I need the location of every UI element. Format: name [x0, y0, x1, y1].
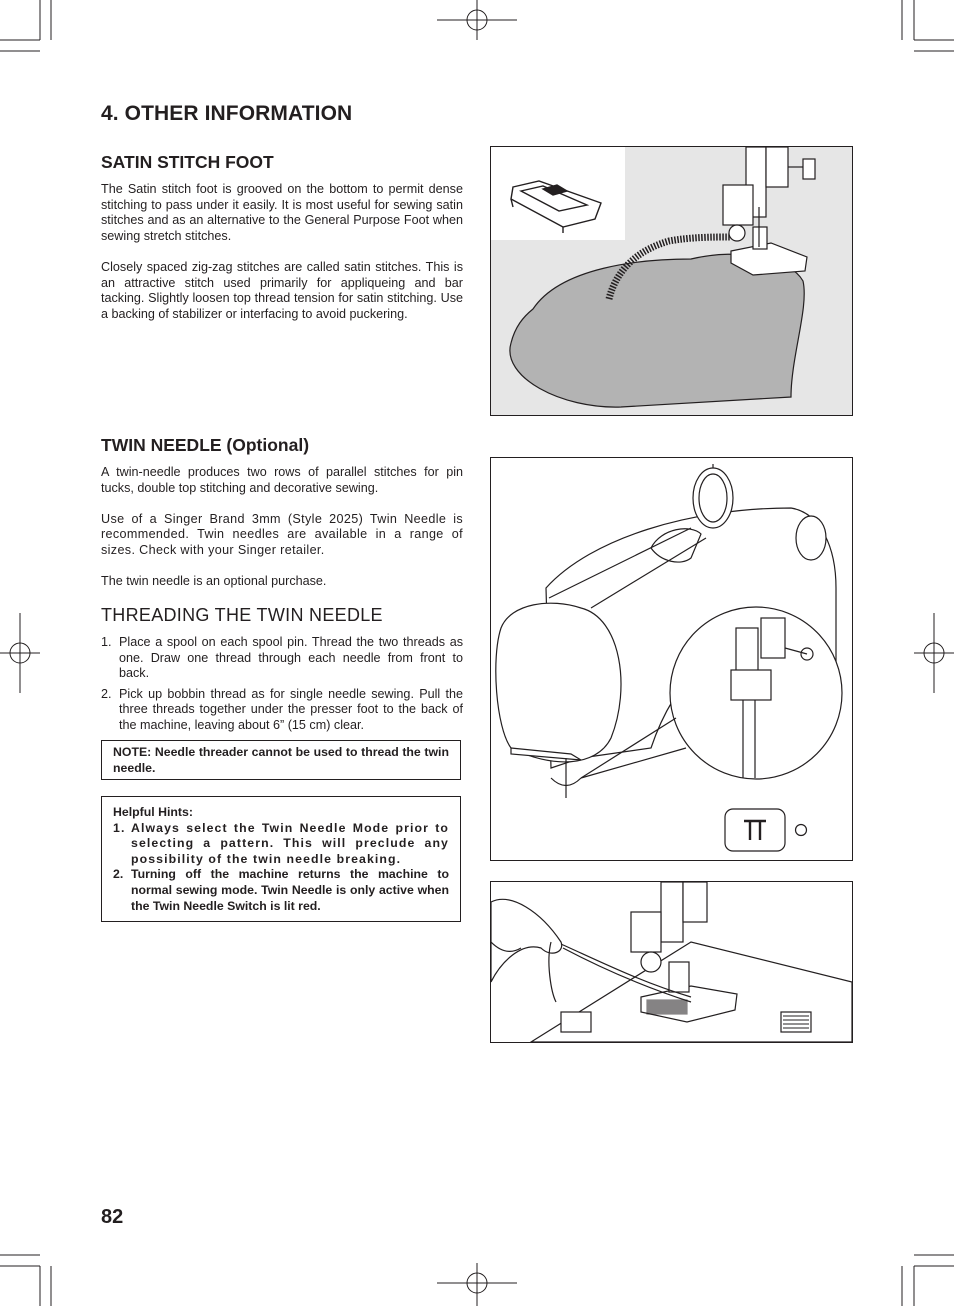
registration-mark-left	[0, 613, 40, 693]
note-box: NOTE: Needle threader cannot be used to thread the twin needle.	[101, 740, 461, 780]
threading-section	[101, 605, 463, 739]
twin-needle-heading: TWIN NEEDLE (Optional)	[101, 435, 310, 455]
registration-mark-top	[437, 0, 517, 40]
satin-stitch-section	[101, 152, 463, 322]
hint-item: 1. Always select the Twin Needle Mode prior to selecting a pattern. This will preclude any possibility of the twin needle breaking.	[113, 820, 449, 866]
hand	[491, 899, 562, 982]
registration-mark-bottom	[437, 1263, 517, 1306]
registration-mark-right	[914, 613, 954, 693]
satin-paragraph-2: Closely spaced zig-zag stitches are called satin stitches. This is an attractive stitch used primarily for appliqueing and bar tacking. Slightly loosen top thread tension for satin stitching. Use a backing of stabilizer or interfacing to avoid puckering.	[101, 259, 463, 321]
satin-paragraph-1: The Satin stitch foot is grooved on the bottom to permit dense stitching to pass under it easily. It is most useful for sewing satin stitches and as an alternative to the General Purpose Foot when sewing stretch stitches.	[101, 182, 463, 243]
twin-needle-switch	[725, 809, 785, 851]
twin-needle-section	[101, 435, 463, 590]
twin-paragraph-2: Use of a Singer Brand 3mm (Style 2025) Twin Needle is recommended. Twin needles are available in a range of sizes. Check with your Singer retailer.	[101, 511, 463, 557]
machine-head	[496, 603, 621, 762]
hints-title: Helpful Hints:	[113, 805, 193, 819]
section-title: 4. OTHER INFORMATION	[101, 102, 353, 125]
threading-closeup-illustration	[490, 881, 853, 1043]
twin-paragraph-1: A twin-needle produces two rows of parallel stitches for pin tucks, double top stitching and decorative sewing.	[101, 465, 463, 495]
twin-needle-machine-illustration	[490, 457, 853, 861]
threading-step: 2. Pick up bobbin thread as for single needle sewing. Pull the three threads together under the presser foot to the back of the machine, leaving about 6” (15 cm) clear.	[101, 686, 463, 732]
presser-foot-icon	[723, 147, 815, 275]
satin-stitch-heading: SATIN STITCH FOOT	[101, 152, 274, 172]
switch-indicator-light	[796, 825, 807, 836]
threading-heading: THREADING THE TWIN NEEDLE	[101, 605, 383, 625]
threading-steps	[101, 635, 463, 734]
helpful-hints-box	[101, 796, 461, 922]
hint-item: 2. Turning off the machine returns the machine to normal sewing mode. Twin Needle is only active when the Twin Needle Switch is lit red.	[113, 867, 449, 913]
page-number: 82	[101, 1206, 124, 1228]
fabric-shape	[510, 254, 804, 407]
twin-paragraph-3: The twin needle is an optional purchase.	[101, 574, 327, 589]
satin-stitch-illustration	[490, 146, 853, 416]
threading-step: 1. Place a spool on each spool pin. Thread the two threads as one. Draw one thread through each needle from front to back.	[101, 635, 463, 681]
